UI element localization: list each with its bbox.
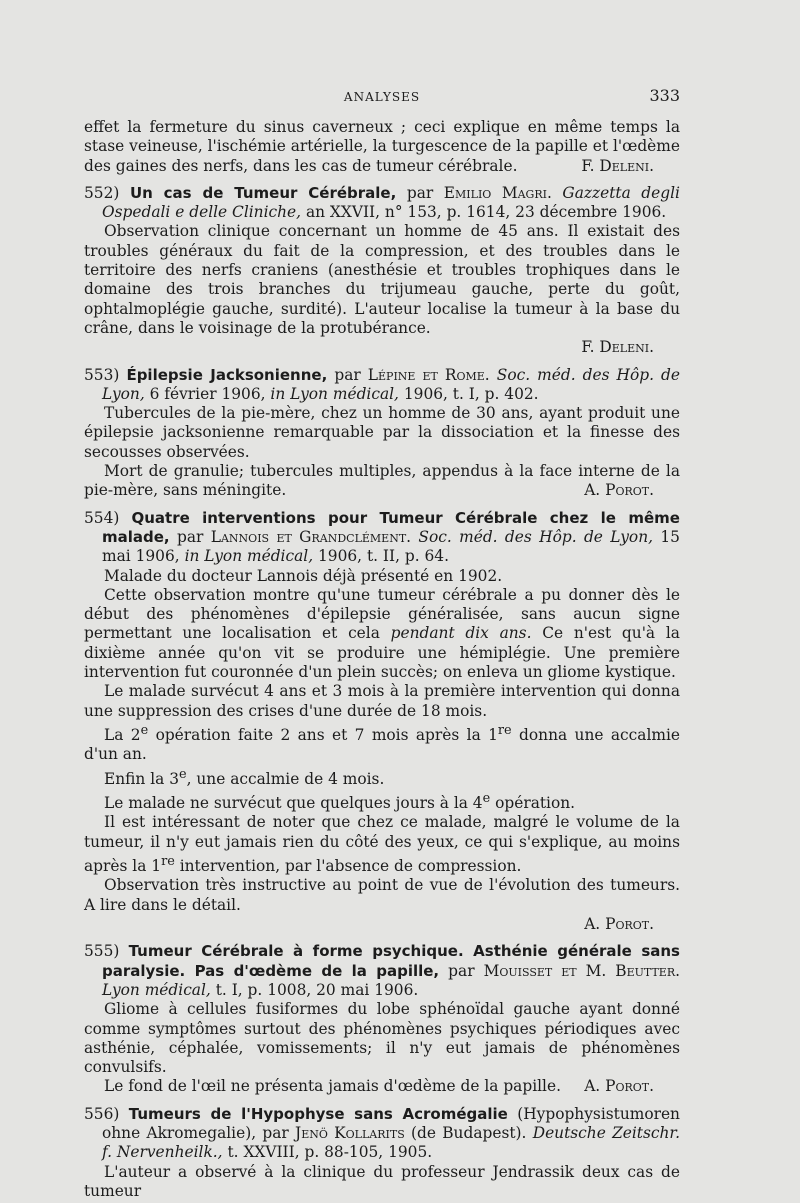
abstract-paragraph: Le malade survécut 4 ans et 3 mois à la première intervention qui donna une suppression des crises d'une durée de 18 mois. bbox=[84, 682, 680, 720]
abstract-paragraph: Observation clinique concernant un homme de 45 ans. Il existait des troubles généraux du fait de la compression, et des troubles dans le territoire des nerfs craniens (anesthésie et troubles trophiques dans le domaine des trois branches du trijumeau gauche, perte du goût, ophtalmoplégie gauche, surdité). L'auteur localise la tumeur à la base du crâne, dans le voisinage de la protubérance. bbox=[84, 222, 680, 337]
abstract-paragraph: Cette observation montre qu'une tumeur cérébrale a pu donner dès le début des phénomènes d'épilepsie généralisée, sans aucun signe permettant une localisation et cela pendant dix ans. Ce n'est qu'à la dixième année qu'on vit se produire une hémiplégie. Une première intervention fut couronnée d'un plein succès; on enleva un gliome kystique. bbox=[84, 585, 680, 682]
abstract-title: Épilepsie Jacksonienne, bbox=[126, 365, 328, 384]
authors: Emilio Magri. bbox=[443, 183, 552, 202]
abstract-title: Tumeurs de l'Hypophyse sans Acromégalie bbox=[128, 1104, 508, 1123]
authors: Lépine et Rome. bbox=[367, 365, 490, 384]
abstract-number: 552) bbox=[84, 183, 120, 202]
source: Deutsche Zeitschr. f. Nervenheilk., bbox=[102, 1124, 680, 1162]
abstract-title: Un cas de Tumeur Cérébrale, bbox=[129, 183, 397, 202]
abstract-paragraph: Il est intéressant de noter que chez ce malade, malgré le volume de la tumeur, il n'y eut jamais rien du côté des yeux, ce qui s'explique, au moins après la 1re intervention, par l'absence de compression. bbox=[84, 813, 680, 876]
page-body bbox=[84, 118, 680, 1201]
continuation-text: effet la fermeture du sinus caverneux ; ceci explique en même temps la stase veineuse, l'ischémie artérielle, la turgescence de la papille et l'œdème des gaines des nerfs, dans les cas de tumeur cérébrale. F. Deleni. bbox=[84, 118, 680, 175]
source-details: an XXVII, n° 153, p. 1614, 23 décembre 1906. bbox=[305, 203, 667, 222]
source-details: 6 février 1906, bbox=[149, 384, 266, 403]
abstract-555 bbox=[84, 942, 680, 1096]
abstract-554 bbox=[84, 509, 680, 935]
authors: Lannois et Grandclément. bbox=[210, 527, 412, 546]
abstract-556 bbox=[84, 1105, 680, 1201]
source-details: 15 mai 1906, bbox=[102, 527, 680, 566]
source-details: 1906, t. I, p. 402. bbox=[403, 384, 539, 403]
signature: A. Porot. bbox=[584, 1077, 654, 1096]
abstract-paragraph: Observation très instructive au point de vue de l'évolution des tumeurs. A lire dans le détail. bbox=[84, 876, 680, 914]
abstract-paragraph: Mort de granulie; tubercules multiples, appendus à la face interne de la pie-mère, sans méningite. A. Porot. bbox=[84, 462, 680, 500]
page-header bbox=[84, 86, 680, 110]
abstract-number: 553) bbox=[84, 365, 120, 384]
abstract-552 bbox=[84, 184, 680, 358]
abstract-heading: 552) Un cas de Tumeur Cérébrale, par Emilio Magri. Gazzetta degli Ospedali e delle Cliniche, an XXVII, n° 153, p. 1614, 23 décembre 1906. bbox=[84, 183, 680, 222]
abstract-heading: 554) Quatre interventions pour Tumeur Cérébrale chez le même malade, par Lannois et Grandclément. Soc. méd. des Hôp. de Lyon, 15 mai 1906, in Lyon médical, 1906, t. II, p. 64. bbox=[84, 508, 680, 566]
abstract-paragraph: Malade du docteur Lannois déjà présenté en 1902. bbox=[104, 566, 503, 585]
source: Lyon médical, bbox=[102, 980, 211, 999]
abstract-paragraph: Le malade ne survécut que quelques jours à la 4e opération. bbox=[104, 791, 576, 813]
abstract-paragraph: Tubercules de la pie-mère, chez un homme de 30 ans, ayant produit une épilepsie jacksonienne remarquable par la dissociation et la finesse des secousses observées. bbox=[84, 404, 680, 461]
signature: A. Porot. bbox=[584, 915, 654, 934]
abstract-paragraph: L'auteur a observé à la clinique du professeur Jendrassik deux cas de tumeur bbox=[84, 1162, 680, 1200]
signature: F. Deleni. bbox=[581, 156, 654, 175]
signature: A. Porot. bbox=[584, 481, 654, 500]
authors: Jenö Kollarits bbox=[295, 1124, 405, 1143]
abstract-title: Quatre interventions pour Tumeur Cérébrale chez le même malade, bbox=[102, 508, 680, 546]
abstract-heading: 553) Épilepsie Jacksonienne, par Lépine et Rome. Soc. méd. des Hôp. de Lyon, 6 février 1906, in Lyon médical, 1906, t. I, p. 402. bbox=[84, 365, 680, 403]
abstract-paragraph: Enfin la 3e, une accalmie de 4 mois. bbox=[104, 766, 385, 788]
running-head: ANALYSES bbox=[343, 90, 421, 104]
abstract-heading: 555) Tumeur Cérébrale à forme psychique. Asthénie générale sans paralysie. Pas d'œdème de la papille, par Mouisset et M. Beutter. Lyon médical, t. I, p. 1008, 20 mai 1906. bbox=[84, 942, 680, 999]
source-details: t. I, p. 1008, 20 mai 1906. bbox=[215, 980, 419, 999]
source: in Lyon médical, bbox=[270, 384, 399, 403]
abstract-title: Tumeur Cérébrale à forme psychique. Asthénie générale sans paralysie. Pas d'œdème de la papille, bbox=[102, 942, 680, 980]
abstract-paragraph: La 2e opération faite 2 ans et 7 mois après la 1re donna une accalmie d'un an. bbox=[84, 722, 680, 764]
abstract-heading: 556) Tumeurs de l'Hypophyse sans Acromégalie (Hypophysistumoren ohne Akromegalie), par Jenö Kollarits (de Budapest). Deutsche Zeitschr. f. Nervenheilk., t. XXVIII, p. 88-105, 1905. bbox=[84, 1104, 680, 1162]
abstract-paragraph: Le fond de l'œil ne présenta jamais d'œdème de la papille. A. Porot. bbox=[104, 1077, 654, 1096]
source: Soc. méd. des Hôp. de Lyon, bbox=[418, 527, 653, 546]
authors: Mouisset et M. Beutter. bbox=[483, 961, 680, 980]
abstract-number: 555) bbox=[84, 942, 120, 961]
signature: F. Deleni. bbox=[581, 338, 654, 357]
source: in Lyon médical, bbox=[184, 547, 314, 566]
source: Soc. méd. des Hôp. de Lyon, bbox=[102, 365, 680, 403]
source: Gazzetta degli Ospedali e delle Cliniche, bbox=[102, 183, 680, 222]
abstract-paragraph: Gliome à cellules fusiformes du lobe sphénoïdal gauche ayant donné comme symptômes surtout des phénomènes psychiques périodiques avec asthénie, céphalée, vomissements; il n'y eut jamais de phénomènes convulsifs. bbox=[84, 1000, 680, 1077]
source-details: 1906, t. II, p. 64. bbox=[318, 547, 449, 566]
abstract-number: 554) bbox=[84, 508, 120, 527]
abstract-number: 556) bbox=[84, 1104, 120, 1123]
source-details: t. XXVIII, p. 88-105, 1905. bbox=[227, 1143, 433, 1162]
page-number: 333 bbox=[649, 86, 680, 105]
abstract-553 bbox=[84, 366, 680, 501]
